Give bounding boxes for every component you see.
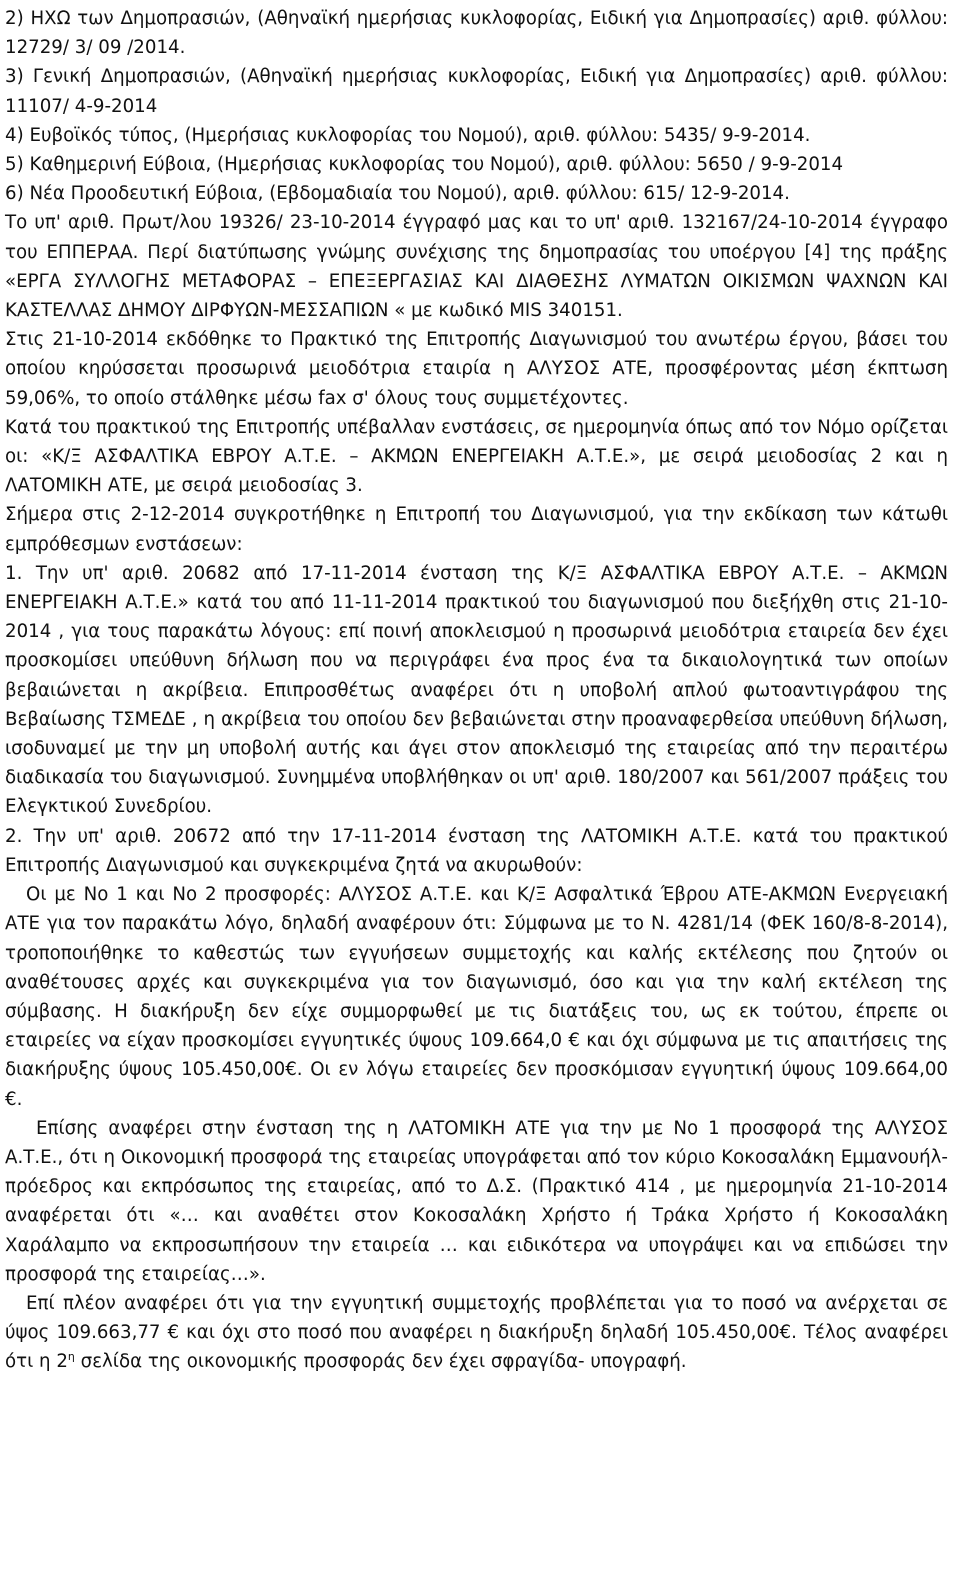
paragraph-newspaper-3: 3) Γενική Δημοπρασιών, (Αθηναϊκή ημερήσιας κυκλοφορίας, Ειδική για Δημοπρασίες) αριθ. φύλλου: 11107/ 4-9-2014	[5, 66, 948, 117]
paragraph-financial-offer-signature: Επίσης αναφέρει στην ένσταση της η ΛΑΤΟΜΙΚΗ ΑΤΕ για την με Νο 1 προσφορά της ΑΛΥΣΟΣ Α.Τ.Ε., ότι η Οικονομική προσφορά της εταιρείας υπογράφεται από τον κύριο Κοκοσαλάκη Εμμανουήλ- πρόεδρος και εκπρόσωπος της εταιρείας, από το Δ.Σ. (Πρακτικό 414 , με ημερομηνία 21-10-2014 αναφέρεται ότι «… και αναθέτει στον Κοκοσαλάκη Χρήστο ή Τράκα Χρήστο ή Κοκοσαλάκη Χαράλαμπο να εκπροσωπήσουν την εταιρεία … και ειδικότερα να υπογράψει και να επιδώσει την προσφορά της εταιρείας…».	[5, 1117, 948, 1285]
document-page	[5, 4, 948, 1377]
paragraph-newspaper-6: 6) Νέα Προοδευτική Εύβοια, (Εβδομαδιαία του Νομού), αριθ. φύλλου: 615/ 12-9-2014.	[5, 183, 790, 205]
paragraph-guarantee-amount-tail: σελίδα της οικονομικής προσφοράς δεν έχει σφραγίδα- υπογραφή.	[74, 1351, 687, 1373]
superscript-ordinal: η	[67, 1350, 75, 1364]
paragraph-offers-guarantee: Οι με Νο 1 και Νο 2 προσφορές: ΑΛΥΣΟΣ Α.Τ.Ε. και Κ/Ξ Ασφαλτικά Έβρου ΑΤΕ-ΑΚΜΩΝ Ενεργειακή ΑΤΕ για τον παρακάτω λόγο, δηλαδή αναφέρουν ότι: Σύμφωνα με το Ν. 4281/14 (ΦΕΚ 160/8-8-2014), τροποποιήθηκε το καθεστώς των εγγυήσεων συμμετοχής και καλής εκτέλεσης που ζητούν οι αναθέτουσες αρχές και συγκεκριμένα για τον διαγωνισμό, όσο και για την καλή εκτέλεση της σύμβασης. Η διακήρυξη δεν είχε συμμορφωθεί με τις διατάξεις του, ως εκ τούτου, έπρεπε οι εταιρείες να είχαν προσκομίσει εγγυητικές ύψους 109.664,0 € και όχι σύμφωνα με τις απαιτήσεις της διακήρυξης ύψους 105.450,00€. Οι εν λόγω εταιρείες δεν προσκόμισαν εγγυητική ύψους 109.664,00 €.	[5, 884, 948, 1110]
paragraph-newspaper-5: 5) Καθημερινή Εύβοια, (Ημερήσιας κυκλοφορίας του Νομού), αριθ. φύλλου: 5650 / 9-9-2014	[5, 154, 844, 176]
paragraph-objection-2: 2. Την υπ' αριθ. 20672 από την 17-11-2014 ένσταση της ΛΑΤΟΜΙΚΗ Α.Τ.Ε. κατά του πρακτικού Επιτροπής Διαγωνισμού και συγκεκριμένα ζητά να ακυρωθούν:	[5, 825, 948, 876]
paragraph-reference-letters: Το υπ' αριθ. Πρωτ/λου 19326/ 23-10-2014 έγγραφό μας και το υπ' αριθ. 132167/24-10-2014 έγγραφο του ΕΠΠΕΡΑΑ. Περί διατύπωσης γνώμης συνέχισης της δημοπρασίας του υποέργου [4] της πράξης «ΕΡΓΑ ΣΥΛΛΟΓΗΣ ΜΕΤΑΦΟΡΑΣ – ΕΠΕΞΕΡΓΑΣΙΑΣ ΚΑΙ ΔΙΑΘΕΣΗΣ ΛΥΜΑΤΩΝ ΟΙΚΙΣΜΩΝ ΨΑΧΝΩΝ ΚΑΙ ΚΑΣΤΕΛΛΑΣ ΔΗΜΟΥ ΔΙΡΦΥΩΝ-ΜΕΣΣΑΠΙΩΝ « με κωδικό MIS 340151.	[5, 212, 948, 322]
paragraph-newspaper-4: 4) Ευβοϊκός τύπος, (Ημερήσιας κυκλοφορίας του Νομού), αριθ. φύλλου: 5435/ 9-9-2014.	[5, 124, 811, 146]
paragraph-objection-1: 1. Την υπ' αριθ. 20682 από 17-11-2014 ένσταση της Κ/Ξ ΑΣΦΑΛΤΙΚΑ ΕΒΡΟΥ Α.Τ.Ε. – ΑΚΜΩΝ ΕΝΕΡΓΕΙΑΚΗ Α.Τ.Ε.» κατά του από 11-11-2014 πρακτικού του διαγωνισμού που διεξήχθη στις 21-10-2014 , για τους παρακάτω λόγους: επί ποινή αποκλεισμού η προσωρινά μειοδότρια εταιρεία δεν έχει προσκομίσει υπεύθυνη δήλωση που να περιγράφει ένα προς ένα τα δικαιολογητικά των οποίων βεβαιώνεται η ακρίβεια. Επιπροσθέτως αναφέρει ότι η υποβολή απλού φωτοαντιγράφου της Βεβαίωσης ΤΣΜΕΔΕ , η ακρίβεια του οποίου δεν βεβαιώνεται στην προαναφερθείσα υπεύθυνη δήλωση, ισοδυναμεί με την μη υποβολή αυτής και άγει στον αποκλεισμό της εταιρείας από την περαιτέρω διαδικασία του διαγωνισμού. Συνημμένα υποβλήθηκαν οι υπ' αριθ. 180/2007 και 561/2007 πράξεις του Ελεγκτικού Συνεδρίου.	[5, 562, 948, 818]
paragraph-objections: Κατά του πρακτικού της Επιτροπής υπέβαλλαν ενστάσεις, σε ημερομηνία όπως από τον Νόμο ορίζεται οι: «Κ/Ξ ΑΣΦΑΛΤΙΚΑ ΕΒΡΟΥ Α.Τ.Ε. – ΑΚΜΩΝ ΕΝΕΡΓΕΙΑΚΗ Α.Τ.Ε.», με σειρά μειοδοσίας 2 και η ΛΑΤΟΜΙΚΗ ΑΤΕ, με σειρά μειοδοσίας 3.	[5, 416, 948, 497]
paragraph-committee-minutes: Στις 21-10-2014 εκδόθηκε το Πρακτικό της Επιτροπής Διαγωνισμού του ανωτέρω έργου, βάσει του οποίου κηρύσσεται προσωρινά μειοδότρια εταιρία η ΑΛΥΣΟΣ ΑΤΕ, προσφέροντας μέση έκπτωση 59,06%, το οποίο στάλθηκε μέσω fax σ' όλους τους συμμετέχοντες.	[5, 329, 948, 409]
paragraph-newspaper-2: 2) ΗΧΩ των Δημοπρασιών, (Αθηναϊκή ημερήσιας κυκλοφορίας, Ειδική για Δημοπρασίες) αριθ. φύλλου: 12729/ 3/ 09 /2014.	[5, 8, 948, 59]
paragraph-guarantee-amount	[5, 1289, 948, 1377]
paragraph-committee-session: Σήμερα στις 2-12-2014 συγκροτήθηκε η Επιτροπή του Διαγωνισμού, για την εκδίκαση των κάτωθι εμπρόθεσμων ενστάσεων:	[5, 504, 948, 555]
paragraph-guarantee-amount-text: Επί πλέον αναφέρει ότι για την εγγυητική συμμετοχής προβλέπεται για το ποσό να ανέρχεται σε ύψος 109.663,77 € και όχι στο ποσό που αναφέρει η διακήρυξη δηλαδή 105.450,00€. Τέλος αναφέρει ότι η 2	[5, 1292, 948, 1373]
